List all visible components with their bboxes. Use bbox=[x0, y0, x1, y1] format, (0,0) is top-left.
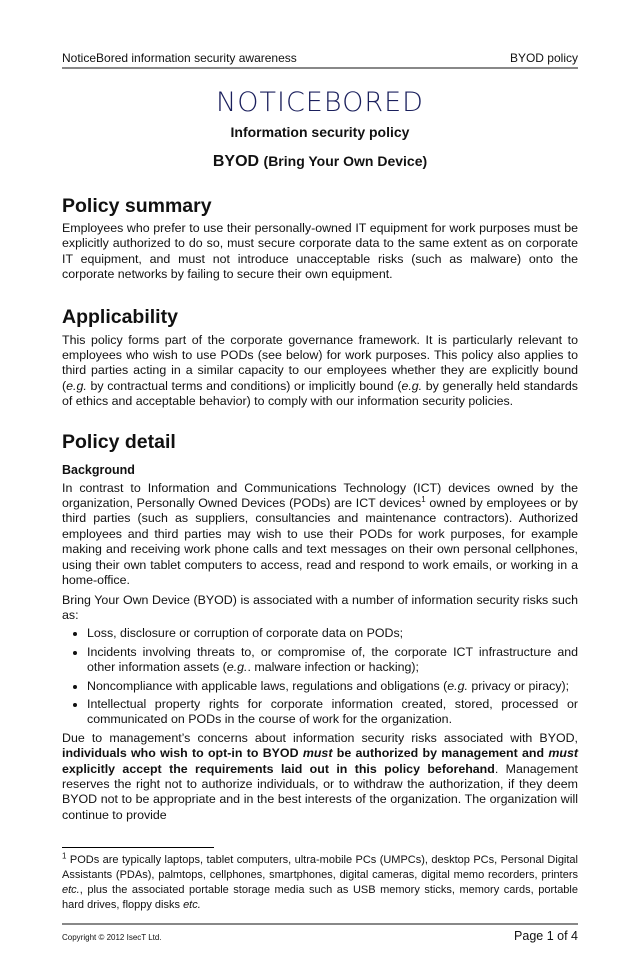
header-right: BYOD policy bbox=[509, 51, 578, 65]
footer-rule bbox=[62, 923, 578, 925]
section-heading: Policy detail bbox=[62, 430, 176, 453]
background-paragraph: In contrast to Information and Communications Technology (ICT) devices owned by the organization, Personally Owned Devices (PODs) are ICT devices$^1$ owned by employees or by third parties (such as suppliers, consultancies and maintenance contractors). Authorized employees and third parties may wish to use their PODs for work purposes, for example making and receiving work phone calls and text messages on their own personal cellphones, using their own tablet computers to access, read and respond to work emails, or working in a home-office. bbox=[62, 480, 578, 588]
document-title bbox=[62, 151, 578, 172]
title-main: BYOD bbox=[212, 153, 260, 170]
risks-intro: Bring Your Own Device (BYOD) is associated with a number of information security risks such as: bbox=[62, 592, 578, 622]
list-item: • Intellectual property rights for corporate information created, stored, processed or communicated on PODs in the course of work for the organization. bbox=[87, 697, 578, 728]
header-left: NoticeBored information security awareness bbox=[62, 51, 297, 65]
section-heading: Policy summary bbox=[62, 195, 212, 217]
summary-paragraph: Employees who prefer to use their personally-owned IT equipment for work purposes must be explicitly authorized to do so, must secure corporate data to the same extent as on corporate IT equipment, and must not introduce unacceptable risks (such as malware) onto the corporate networks by failing to secure their own equipment. bbox=[62, 221, 578, 282]
footnote: $^1$ PODs are typically laptops, tablet computers, ultra-mobile PCs (UMPCs), desktop PCs, Personal Digital Assistants (PDAs), palmtops, cellphones, smartphones, digital cameras, digital memo recorders, printers etc., plus the associated portable storage media such as USB memory sticks, memory cards, portable hard drives, floppy disks etc. bbox=[62, 851, 578, 912]
applicability-paragraph: This policy forms part of the corporate governance framework. It is particularly relevant to employees who wish to use PODs (see below) for work purposes. This policy also applies to third parties acting in a similar capacity to our employees whether they are explicitly bound (e.g. by contractual terms and conditions) or implicitly bound (e.g. by generally held standards of ethics and acceptable behavior) to comply with our information security policies. bbox=[62, 332, 578, 409]
risks-list bbox=[62, 626, 578, 727]
section-heading: Applicability bbox=[62, 305, 178, 328]
footnote-ref: 1 bbox=[421, 494, 426, 504]
management-paragraph: Due to management’s concerns about information security risks associated with BYOD, individuals who wish to opt-in to BYOD must be authorized by management and must explicitly accept the requirements laid out in this policy beforehand. Management reserves the right not to authorize individuals, or to withdraw the authorization, if they deem BYOD not to be appropriate and in the best interests of the organization. The organization will continue to provide bbox=[62, 730, 578, 822]
page-footer bbox=[62, 929, 578, 943]
list-item: • Incidents involving threats to, or compromise of, the corporate ICT infrastructure and other information assets (e.g.. malware infection or hacking); bbox=[87, 645, 578, 676]
footnote-separator bbox=[62, 847, 214, 848]
policy-summary-section bbox=[62, 194, 578, 283]
copyright: Copyright © 2012 IsecT Ltd. bbox=[62, 933, 162, 943]
title-sub: (Bring Your Own Device) bbox=[263, 153, 428, 169]
page-header bbox=[62, 51, 578, 69]
applicability-section bbox=[62, 305, 578, 410]
policy-detail-section bbox=[62, 430, 578, 824]
list-item: • Noncompliance with applicable laws, regulations and obligations (e.g. privacy or piracy); bbox=[87, 679, 578, 694]
page-number: Page 1 of 4 bbox=[514, 929, 578, 944]
list-item: • Loss, disclosure or corruption of corporate data on PODs; bbox=[87, 626, 578, 641]
noticebored-logo: NOTICEBORED bbox=[216, 87, 424, 118]
document-type: Information security policy bbox=[230, 124, 410, 140]
subheading-background: Background bbox=[62, 462, 135, 477]
